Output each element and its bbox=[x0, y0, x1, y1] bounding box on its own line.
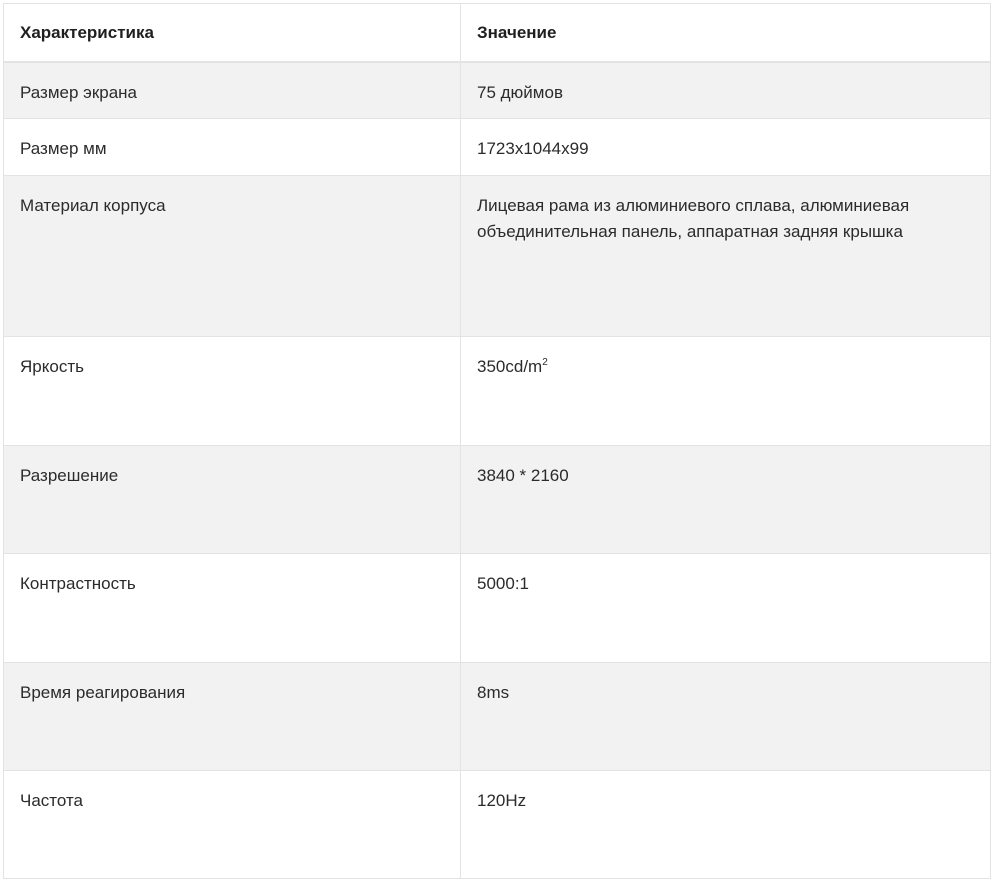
spec-table bbox=[3, 3, 991, 879]
spec-name-cell: Время реагирования bbox=[4, 663, 461, 771]
table-row bbox=[4, 554, 991, 663]
table-row bbox=[4, 176, 991, 337]
spec-name-cell: Материал корпуса bbox=[4, 176, 461, 337]
column-header-characteristic: Характеристика bbox=[4, 4, 461, 62]
column-header-value: Значение bbox=[461, 4, 991, 62]
spec-value-cell: 5000:1 bbox=[461, 554, 991, 663]
spec-value-cell: 3840 * 2160 bbox=[461, 446, 991, 554]
spec-value-cell: Лицевая рама из алюминиевого сплава, алюминиевая объединительная панель, аппаратная задняя крышка bbox=[461, 176, 991, 337]
spec-name-cell: Размер экрана bbox=[4, 62, 461, 119]
spec-value-cell: 8ms bbox=[461, 663, 991, 771]
spec-name-cell: Яркость bbox=[4, 337, 461, 446]
spec-value-cell: 1723x1044x99 bbox=[461, 119, 991, 176]
spec-value-cell: 75 дюймов bbox=[461, 62, 991, 119]
brightness-value: 350cd/m bbox=[477, 357, 543, 376]
spec-name-cell: Частота bbox=[4, 771, 461, 879]
table-row bbox=[4, 62, 991, 119]
table-row bbox=[4, 446, 991, 554]
table-row bbox=[4, 663, 991, 771]
table-header-row bbox=[4, 4, 991, 62]
spec-name-cell: Размер мм bbox=[4, 119, 461, 176]
spec-value-cell: 120Hz bbox=[461, 771, 991, 879]
table-row bbox=[4, 337, 991, 446]
table-row bbox=[4, 119, 991, 176]
table-row bbox=[4, 771, 991, 879]
spec-name-cell: Контрастность bbox=[4, 554, 461, 663]
spec-name-cell: Разрешение bbox=[4, 446, 461, 554]
spec-value-cell bbox=[461, 337, 991, 446]
brightness-unit-superscript: 2 bbox=[542, 357, 548, 368]
